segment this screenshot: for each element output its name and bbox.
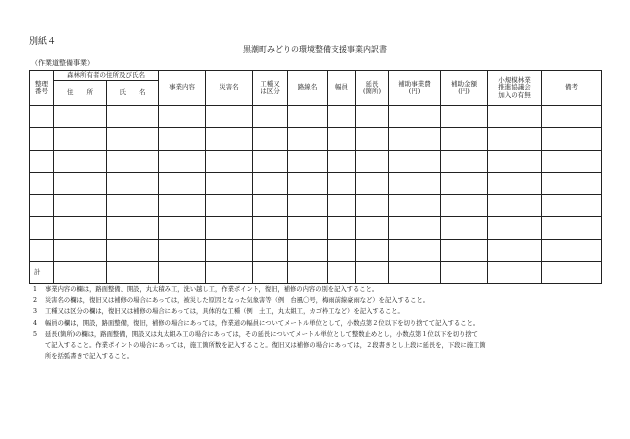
table-row	[30, 128, 602, 150]
table-cell	[542, 106, 602, 128]
table-cell	[288, 150, 328, 172]
total-label: 計	[30, 262, 54, 284]
table-cell	[54, 128, 107, 150]
table-cell	[328, 106, 356, 128]
table-row	[30, 239, 602, 261]
total-row	[30, 262, 602, 284]
table-cell	[488, 172, 542, 194]
table-cell	[356, 128, 389, 150]
table-cell	[488, 195, 542, 217]
table-cell	[488, 239, 542, 261]
header-council: 小規模林業 推進協議会 加入の有無	[488, 71, 542, 106]
table-cell	[542, 217, 602, 239]
table-cell	[356, 172, 389, 194]
table-cell	[206, 262, 253, 284]
note-line	[33, 284, 603, 295]
table-cell	[288, 195, 328, 217]
table-cell	[253, 239, 288, 261]
table-cell	[159, 150, 206, 172]
table-cell	[356, 106, 389, 128]
table-cell	[159, 262, 206, 284]
note-text: て記入すること。作業ポイントの場合にあっては，施工箇所数を記入すること。復旧又は補修の場合にあっては，２段書きとし上段に延長を，下段に施工箇	[45, 342, 486, 350]
table-cell	[328, 239, 356, 261]
table-cell	[542, 172, 602, 194]
table-cell	[542, 195, 602, 217]
table-row	[30, 172, 602, 194]
note-number: 3	[33, 308, 38, 316]
table-cell	[288, 128, 328, 150]
table-cell	[253, 195, 288, 217]
table-cell	[389, 217, 441, 239]
document-title: 黒潮町みどりの環境整備支援事業内訳書	[243, 45, 387, 54]
note-text: 幅員の欄は，開設，路面整備，復旧，補修の場合にあっては，作業道の幅員についてメートル単位として，小数点第２位以下を切り捨てて記入すること。	[45, 319, 480, 327]
header-length: 延長 (箇所)	[356, 71, 389, 106]
table-cell	[389, 239, 441, 261]
table-cell	[441, 172, 488, 194]
table-cell	[328, 128, 356, 150]
table-cell	[30, 150, 54, 172]
note-number: 1	[33, 286, 38, 293]
table-cell	[542, 128, 602, 150]
header-subsidy-cost: 補助事業費 (円)	[389, 71, 441, 106]
table-cell	[107, 106, 159, 128]
note-text: 災害名の欄は，復旧又は補修の場合にあっては，被災した原因となった気象害等（例 台風〇号，梅雨前線豪雨など）を記入すること。	[45, 297, 430, 305]
note-line	[33, 340, 603, 351]
header-record-no: 整理 番号	[30, 71, 54, 106]
table-cell	[54, 106, 107, 128]
table-cell	[107, 217, 159, 239]
table-cell	[54, 150, 107, 172]
table-cell	[30, 172, 54, 194]
table-cell	[30, 128, 54, 150]
header-route-name: 路線名	[288, 71, 328, 106]
table-cell	[30, 106, 54, 128]
table-cell	[441, 150, 488, 172]
table-cell	[356, 195, 389, 217]
table-cell	[288, 239, 328, 261]
table-cell	[356, 239, 389, 261]
table-cell	[54, 195, 107, 217]
header-work-type: 工種又 は区分	[253, 71, 288, 106]
table-cell	[159, 217, 206, 239]
table-cell	[107, 150, 159, 172]
table-cell	[441, 106, 488, 128]
table-cell	[54, 217, 107, 239]
table-cell	[206, 172, 253, 194]
table-cell	[107, 239, 159, 261]
notes	[33, 284, 603, 362]
table-cell	[441, 239, 488, 261]
table-cell	[159, 239, 206, 261]
table-cell	[389, 195, 441, 217]
table-cell	[488, 150, 542, 172]
attachment-label: 別紙４	[29, 37, 57, 47]
table-cell	[542, 239, 602, 261]
header-disaster-name: 災害名	[206, 71, 253, 106]
table-cell	[488, 106, 542, 128]
table-cell	[288, 217, 328, 239]
table-cell	[328, 172, 356, 194]
table-cell	[159, 128, 206, 150]
table-cell	[441, 262, 488, 284]
table-cell	[206, 195, 253, 217]
table-cell	[159, 195, 206, 217]
table-cell	[389, 150, 441, 172]
header-name: 氏 名	[107, 81, 159, 106]
header-address: 住 所	[54, 81, 107, 106]
table-cell	[253, 150, 288, 172]
table-cell	[488, 128, 542, 150]
table-cell	[107, 128, 159, 150]
table-cell	[206, 217, 253, 239]
table-cell	[441, 128, 488, 150]
category-label: （作業道整備事業）	[31, 59, 94, 67]
table-cell	[356, 262, 389, 284]
note-number: 4	[33, 319, 38, 327]
table-cell	[159, 172, 206, 194]
header-remarks: 備考	[542, 71, 602, 106]
table-cell	[488, 217, 542, 239]
note-text: 工種又は区分の欄は，復旧又は補修の場合にあっては，具体的な工種（例 土工，丸太組工，カゴ枠工など）を記入すること。	[45, 308, 404, 316]
table-cell	[30, 195, 54, 217]
table-cell	[253, 106, 288, 128]
table-cell	[159, 106, 206, 128]
breakdown-table	[29, 70, 602, 284]
table-cell	[253, 128, 288, 150]
header-owner-group: 森林所有者の住所及び氏名	[54, 71, 159, 81]
table-row	[30, 195, 602, 217]
note-line	[33, 329, 603, 340]
table-cell	[253, 172, 288, 194]
table-cell	[542, 262, 602, 284]
note-text: 事業内容の欄は，路面整備、開設，丸太積み工，洗い越し工，作業ポイント，復旧，補修の内容の別を記入すること。	[45, 286, 379, 293]
table-cell	[54, 262, 107, 284]
table-cell	[253, 217, 288, 239]
table-cell	[488, 262, 542, 284]
table-cell	[288, 106, 328, 128]
table-cell	[206, 128, 253, 150]
table-cell	[107, 262, 159, 284]
table-cell	[356, 150, 389, 172]
table-cell	[253, 262, 288, 284]
table-cell	[542, 150, 602, 172]
note-text: 延長(箇所)の欄は，路面整備，開設又は丸太組み工の場合にあっては，その延長についてメートル単位として整数止めとし，小数点第１位以下を切り捨て	[45, 330, 478, 338]
table-cell	[356, 217, 389, 239]
table-body	[30, 106, 602, 284]
table-cell	[54, 172, 107, 194]
header-width: 幅員	[328, 71, 356, 106]
table-cell	[288, 172, 328, 194]
table-cell	[107, 172, 159, 194]
table-cell	[441, 195, 488, 217]
note-line	[33, 295, 603, 306]
table-row	[30, 217, 602, 239]
table-cell	[389, 128, 441, 150]
table-cell	[30, 217, 54, 239]
table-row	[30, 106, 602, 128]
table-cell	[206, 106, 253, 128]
table-cell	[54, 239, 107, 261]
table-cell	[328, 262, 356, 284]
table-cell	[328, 195, 356, 217]
note-line	[33, 306, 603, 317]
table-cell	[389, 172, 441, 194]
header-work-content: 事業内容	[159, 71, 206, 106]
table-cell	[328, 217, 356, 239]
table-cell	[389, 106, 441, 128]
table-cell	[389, 262, 441, 284]
note-number: 2	[33, 297, 38, 305]
table-cell	[206, 150, 253, 172]
header-subsidy-amount: 補助金額 (円)	[441, 71, 488, 106]
table-row	[30, 150, 602, 172]
note-number: 5	[33, 330, 38, 338]
table-cell	[288, 262, 328, 284]
note-line	[33, 318, 603, 329]
table-cell	[107, 195, 159, 217]
table-cell	[441, 217, 488, 239]
table-cell	[328, 150, 356, 172]
table-cell	[206, 239, 253, 261]
note-line	[33, 351, 603, 362]
note-text: 所を括弧書きで記入すること。	[45, 353, 134, 361]
table-cell	[30, 239, 54, 261]
